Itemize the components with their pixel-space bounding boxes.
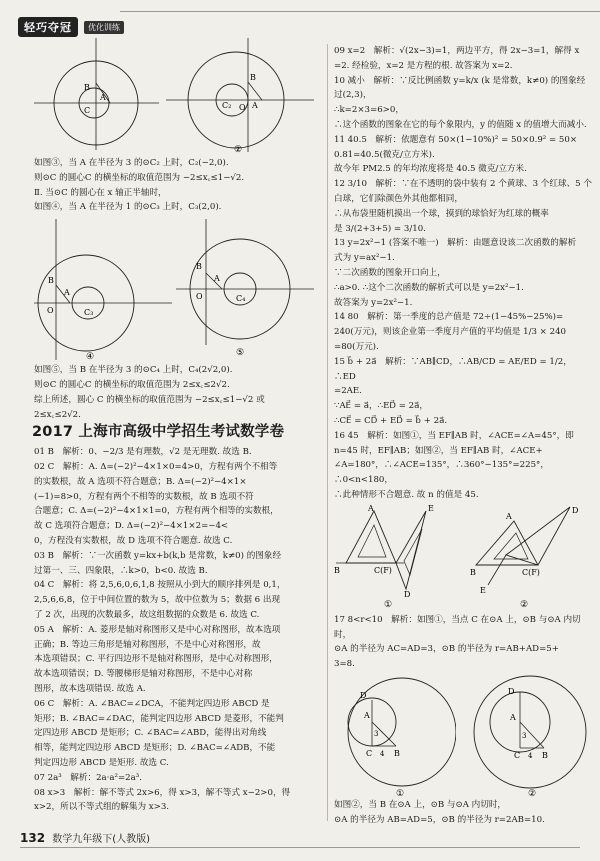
svg-text:A: A bbox=[364, 710, 370, 720]
fig3-circle-caption: ① bbox=[396, 788, 405, 798]
svg-text:A: A bbox=[214, 274, 220, 284]
answer-q13-line1: 13 y=2x²−1 (答案不唯一) 解析：由题意设该二次函数的解析 bbox=[334, 238, 577, 249]
figure-row-triangles bbox=[334, 503, 592, 613]
svg-text:C(F): C(F) bbox=[522, 567, 540, 577]
answer-q15-line2: =2AE. bbox=[334, 386, 362, 397]
answer-q16-line4: ∴此种情形不合题意. 故 n 的值是 45. bbox=[334, 489, 479, 500]
answer-q06-line2: 矩形；B. ∠BAC=∠DAC，能判定四边形 ABCD 是菱形，不能判 bbox=[34, 713, 284, 724]
answer-q05-line1: 05 A 解析：A. 菱形是轴对称图形又是中心对称图形，故本选项 bbox=[34, 624, 281, 635]
answer-q16-line3: ∠A=180°，∴∠ACE=135°，∴360°−135°=225°，∴0<n<180， bbox=[334, 460, 549, 486]
svg-text:C(F): C(F) bbox=[374, 565, 392, 575]
header bbox=[18, 16, 328, 38]
svg-text:3: 3 bbox=[374, 729, 379, 738]
answer-q12-line1: 12 3/10 解析：∵在不透明的袋中装有 2 个黄球、3 个红球、5 个 bbox=[334, 179, 592, 190]
answer-q05-line3: 本选项错误；C. 平行四边形不是轴对称图形，是中心对称图形， bbox=[34, 654, 278, 665]
fig2-triangle-caption: ② bbox=[520, 599, 529, 610]
answer-q09-line2: =2. 经检验，x=2 是方程的根. 故答案为 x=2. bbox=[334, 60, 513, 71]
answer-q13-line3: ∵二次函数的图象开口向上， bbox=[334, 267, 446, 278]
answer-q14-line2: 240(万元)，则该企业第一季度月产值的平均值是 1/3 × 240 bbox=[334, 327, 567, 338]
answer-q02-line2: 的实数根，故 A 选项不符合题意；B. Δ=(−2)²−4×1× bbox=[34, 476, 247, 487]
left-p5: 如图⑤，当 B 在半径为 3 的⊙C₄ 上时，C₄(2√2,0). bbox=[34, 365, 233, 376]
answer-q05-line4: 故本选项错误；D. 等腰梯形是轴对称图形，不是中心对称 bbox=[34, 669, 253, 680]
svg-text:O: O bbox=[196, 292, 203, 302]
left-p8: 2≤x꜀≤2√2. bbox=[34, 409, 81, 420]
answer-q02-line1: 02 C 解析：A. Δ=(−2)²−4×1×0=4>0，方程有两个不相等 bbox=[34, 461, 278, 472]
figure-row-mid bbox=[34, 215, 316, 363]
page-number: 132 bbox=[20, 831, 46, 845]
answer-q09-line1: 09 x=2 解析：√(2x−3)=1，两边平方，得 2x−3=1，解得 x bbox=[334, 46, 580, 56]
left-p7: 综上所述，圆心 C 的横坐标的取值范围为 −2≤x꜀≤1−√2 或 bbox=[34, 394, 265, 405]
svg-text:C₂: C₂ bbox=[222, 101, 232, 110]
answer-q12-line4: 是 3/(2+3+5) = 3/10. bbox=[334, 223, 426, 234]
answer-q15-line4: ∴CE⃗ = CD⃗ + ED⃗ = b⃗ + 2a⃗. bbox=[334, 415, 448, 426]
answer-q15-line3: ∵AE⃗ = a⃗，∴ED⃗ = 2a⃗， bbox=[334, 401, 428, 412]
left-column bbox=[34, 38, 316, 815]
answer-q01: 01 B 解析：0、−2/3 是有理数，√2 是无理数. 故选 B. bbox=[34, 447, 252, 458]
svg-text:O: O bbox=[239, 103, 246, 112]
left-p1: 如图③，当 A 在半径为 3 的⊙C₂ 上时，C₂(−2,0). bbox=[34, 158, 229, 168]
left-p3: Ⅱ. 当⊙C 的圆心在 x 轴正半轴时， bbox=[34, 187, 167, 198]
answer-q06-line5: 判定四边形 ABCD 是矩形. 故选 C. bbox=[34, 757, 169, 768]
column-divider bbox=[327, 44, 328, 821]
answer-q04-line3: 了 2 次，出现的次数最多，故这组数据的众数是 6. 故选 C. bbox=[34, 609, 260, 620]
left-p4: 如图④，当 A 在半径为 1 的⊙C₃ 上时，C₃(2,0). bbox=[34, 202, 222, 213]
svg-text:B: B bbox=[196, 262, 202, 272]
svg-text:A: A bbox=[64, 288, 70, 298]
svg-text:B: B bbox=[470, 567, 476, 577]
fig5-caption: ⑤ bbox=[236, 348, 245, 359]
answer-q03-line1: 03 B 解析：∵一次函数 y=kx+b(k,b 是常数，k≠0) 的图象经 bbox=[34, 550, 282, 561]
answer-q10-line1: 10 减小 解析：∵反比例函数 y=k/x (k 是常数，k≠0) 的图象经 bbox=[334, 75, 586, 86]
svg-text:E: E bbox=[428, 503, 434, 513]
svg-text:B: B bbox=[84, 83, 90, 92]
svg-text:A: A bbox=[368, 503, 374, 513]
svg-text:4: 4 bbox=[380, 749, 385, 758]
answer-q14-line1: 14 80 解析：第一季度的总产值是 72÷(1−45%−25%)= bbox=[334, 312, 564, 323]
answer-q17-line5: ⊙A 的半径为 AB=AD=5，⊙B 的半径为 r=2AB=10. bbox=[334, 814, 545, 825]
answer-q02-line4: 合题意；C. Δ=(−2)²−4×1×1=0，方程有两个相等的实数根， bbox=[34, 506, 279, 517]
figure-circle-4 bbox=[34, 215, 174, 363]
fig4-caption: ④ bbox=[86, 352, 95, 363]
figure-triangles-2 bbox=[466, 503, 592, 613]
svg-text:B: B bbox=[250, 73, 256, 82]
answer-q11-line3: 故今年 PM2.5 的年均浓度将是 40.5 微克/立方米. bbox=[334, 164, 527, 175]
answer-q13-line4: ∴a>0. ∴这个二次函数的解析式可以是 y=2x²−1. bbox=[334, 282, 524, 293]
left-p2: 则⊙C 的圆心C 的横坐标的取值范围为 −2≤x꜀≤1−√2. bbox=[34, 172, 245, 183]
section-title: 2017 上海市高级中学招生考试数学卷 bbox=[32, 424, 285, 441]
svg-text:A: A bbox=[506, 511, 512, 521]
svg-text:D: D bbox=[508, 686, 515, 696]
answer-q10-line4: ∴这个函数的图象在它的每个象限内，y 的值随 x 的值增大而减小. bbox=[334, 119, 587, 130]
answer-q16-line2: n=45 时，EF∥AB；如图②，当 EF∥AB 时，∠ACE+ bbox=[334, 445, 543, 456]
answer-q16-line1: 16 45 解析：如图①，当 EF∥AB 时，∠ACE=∠A=45°，即 bbox=[334, 430, 574, 441]
figure-circles-2 bbox=[466, 672, 592, 798]
answer-q02-line6: 0，方程没有实数根，故 D 选项不符合题意. 故选 C. bbox=[34, 535, 233, 546]
answer-q10-line3: ∴k=2×3=6>0， bbox=[334, 105, 404, 116]
svg-text:C₄: C₄ bbox=[236, 294, 246, 304]
answer-q03-line2: 过第一、三、四象限，∴k>0，b<0. 故选 B. bbox=[34, 565, 208, 576]
answer-q13-line2: 式为 y=ax²−1. bbox=[334, 253, 395, 264]
left-p6: 则⊙C 的圆心C 的横坐标的取值范围为 2≤x꜀≤2√2. bbox=[34, 379, 230, 390]
svg-text:A: A bbox=[510, 712, 516, 722]
svg-text:O: O bbox=[47, 306, 54, 316]
fig4-circle-caption: ② bbox=[528, 788, 537, 798]
answer-q04-line1: 04 C 解析：将 2,5,6,0,6,1,8 按照从小到大的顺序排列是 0,1， bbox=[34, 580, 286, 591]
answer-q10-line2: 过(2,3)， bbox=[334, 90, 372, 101]
svg-text:D: D bbox=[572, 505, 579, 515]
figure-row-top bbox=[34, 38, 316, 156]
svg-text:A: A bbox=[100, 93, 106, 102]
answer-q11-line1: 11 40.5 解析：依题意有 50×(1−10%)² = 50×0.9² = 50× bbox=[334, 134, 578, 145]
answer-q04-line2: 2,5,6,6,8，位于中间位置的数为 5，故中位数为 5；数据 6 出现 bbox=[34, 595, 281, 606]
answer-q08: 08 x>3 解析：解不等式 2x>6，得 x>3，解不等式 x−2>0，得 x>2，所以不等式组的解集为 x>3. bbox=[34, 787, 291, 813]
answer-q11-line2: 0.81=40.5(微克/立方米). bbox=[334, 149, 435, 160]
answer-q17-line3: 3=8. bbox=[334, 659, 355, 670]
header-rule bbox=[120, 11, 600, 12]
svg-text:C₃: C₃ bbox=[84, 308, 94, 318]
figure-circle-2 bbox=[166, 38, 316, 156]
fig2-caption: ② bbox=[234, 145, 243, 155]
svg-text:B: B bbox=[542, 750, 548, 760]
figure-row-circles bbox=[334, 672, 592, 798]
answer-q17-line1: 17 8<r<10 解析：如图①，当点 C 在⊙A 上，⊙B 与⊙A 内切时， bbox=[334, 614, 581, 640]
footer-rule bbox=[20, 847, 580, 848]
svg-text:B: B bbox=[334, 565, 340, 575]
figure-circles-1 bbox=[334, 672, 456, 798]
svg-text:B: B bbox=[48, 276, 54, 286]
answer-q14-line3: =80(万元). bbox=[334, 341, 379, 352]
answer-q05-line2: 正确；B. 等边三角形是轴对称图形，不是中心对称图形，故 bbox=[34, 639, 261, 650]
svg-text:C: C bbox=[84, 106, 91, 115]
answer-q17-line2: ⊙A 的半径为 AC=AD=3，⊙B 的半径为 r=AB+AD=5+ bbox=[334, 644, 559, 655]
svg-text:C: C bbox=[366, 748, 373, 758]
answer-q06-line3: 定四边形 ABCD 是矩形；C. ∠BAC=∠ABD，能得出对角线 bbox=[34, 728, 267, 739]
figure-circle-left-small bbox=[34, 38, 164, 156]
svg-text:4: 4 bbox=[528, 751, 533, 760]
answer-q12-line3: ∴从布袋里随机摸出一个球，摸到的球恰好为红球的概率 bbox=[334, 208, 549, 219]
answer-q17-line4: 如图②，当 B 在⊙A 上，⊙B 与⊙A 内切时， bbox=[334, 799, 507, 810]
answer-q06-line1: 06 C 解析：A. ∠BAC=∠DCA，不能判定四边形 ABCD 是 bbox=[34, 698, 270, 709]
page-footer bbox=[20, 830, 150, 845]
brand-tagline: 优化训练 bbox=[84, 21, 124, 34]
svg-text:E: E bbox=[480, 585, 486, 595]
answer-q06-line4: 相等，能判定四边形 ABCD 是矩形；D. ∠BAC=∠ADB，不能 bbox=[34, 743, 276, 754]
svg-text:D: D bbox=[404, 589, 411, 599]
fig1-triangle-caption: ① bbox=[384, 599, 393, 610]
svg-text:C: C bbox=[514, 750, 521, 760]
answer-q13-line5: 故答案为 y=2x²−1. bbox=[334, 297, 413, 308]
brand-logo: 轻巧夺冠 bbox=[18, 17, 78, 37]
answer-q05-line5: 图形，故本选项错误. 故选 A. bbox=[34, 683, 146, 694]
svg-text:3: 3 bbox=[522, 731, 527, 740]
answer-q07: 07 2a³ 解析：2a·a²=2a³. bbox=[34, 772, 142, 783]
answer-q02-line5: 故 C 选项符合题意；D. Δ=(−2)²−4×1×2=−4< bbox=[34, 521, 229, 532]
svg-text:A: A bbox=[252, 101, 258, 110]
figure-triangles-1 bbox=[334, 503, 456, 613]
answer-q02-line3: (−1)=8>0，方程有两个不相等的实数根，故 B 选项不符 bbox=[34, 491, 254, 502]
svg-text:D: D bbox=[360, 690, 367, 700]
right-column bbox=[334, 44, 592, 827]
answer-q12-line2: 白球，它们除颜色外其他都相同， bbox=[334, 193, 463, 204]
answer-q15-line1: 15 b⃗ + 2a⃗ 解析：∵AB∥CD，∴AB/CD = AE/ED = 1/2，∴ED bbox=[334, 356, 572, 382]
svg-text:B: B bbox=[394, 748, 400, 758]
figure-circle-5 bbox=[176, 215, 316, 363]
book-title: 数学九年级下(人教版) bbox=[52, 834, 151, 845]
